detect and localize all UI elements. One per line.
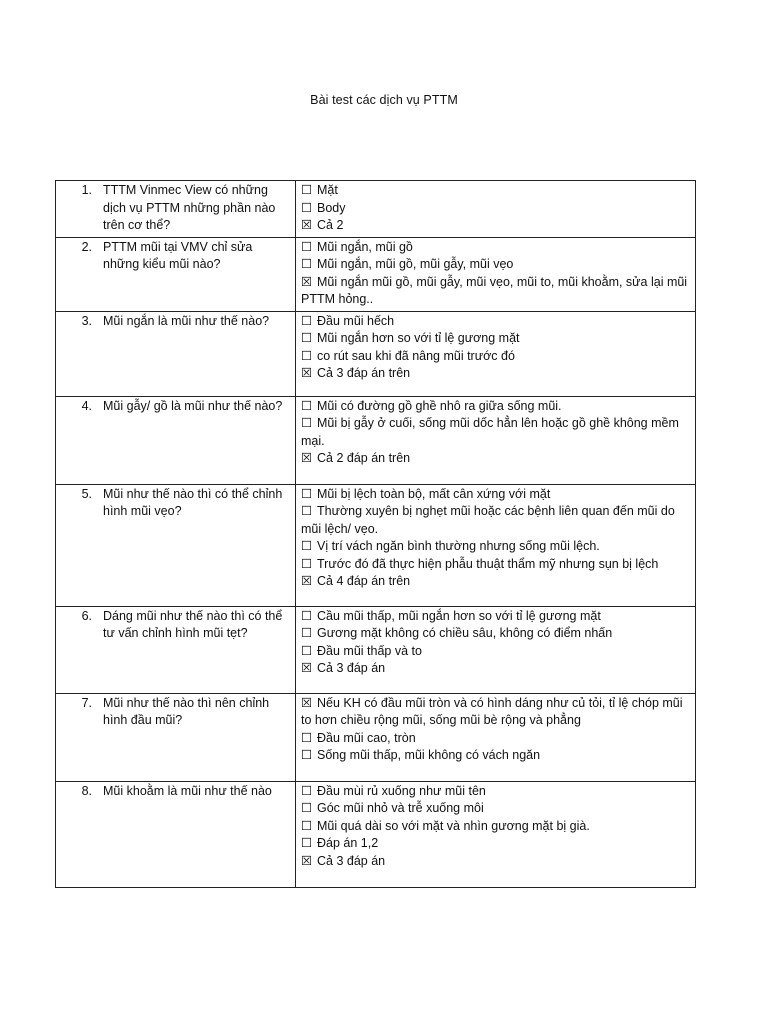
checked-checkbox-icon[interactable]: ☒ (301, 274, 313, 289)
question-text: PTTM mũi tại VMV chỉ sửa những kiểu mũi nào? (103, 239, 253, 271)
answer-option (301, 835, 690, 853)
question-cell (56, 484, 296, 606)
answer-option-text: Mặt (317, 183, 338, 197)
answer-option (301, 818, 690, 836)
question-text: Dáng mũi như thế nào thì có thể tư vấn chỉnh hình mũi tẹt? (103, 608, 283, 640)
question-cell (56, 311, 296, 396)
checkbox-icon[interactable]: ☐ (301, 626, 313, 640)
answer-option (301, 256, 690, 274)
checkbox-icon[interactable]: ☐ (301, 504, 313, 518)
checkbox-icon[interactable]: ☐ (301, 257, 313, 271)
answer-option-text: Cả 2 đáp án trên (317, 451, 411, 465)
answer-option-text: Mũi ngắn, mũi gồ, mũi gẫy, mũi vẹo (317, 257, 514, 271)
answer-option-text: Body (317, 200, 346, 215)
answer-option (301, 182, 690, 200)
checkbox-icon[interactable]: ☐ (301, 539, 313, 553)
answer-option-text: Mũi quá dài so với mặt và nhìn gương mặt bị già. (317, 818, 590, 833)
checkbox-icon[interactable]: ☐ (301, 398, 313, 413)
answer-option-text: Đầu mũi hếch (317, 313, 395, 328)
checkbox-icon[interactable]: ☐ (301, 608, 313, 623)
answer-option-text: Mũi bị lệch toàn bộ, mất cân xứng với mặt (317, 486, 551, 501)
answer-option (301, 239, 690, 257)
checkbox-icon[interactable]: ☐ (301, 416, 313, 430)
question-row (56, 484, 696, 606)
answer-option-text: co rút sau khi đã nâng mũi trước đó (317, 348, 515, 363)
answer-option-text: Mũi có đường gồ ghề nhô ra giữa sống mũi. (317, 398, 562, 413)
answer-option-text: Góc mũi nhỏ và trễ xuống môi (317, 801, 484, 815)
answer-option-text: Cả 2 (317, 218, 344, 232)
question-row (56, 693, 696, 781)
question-number: 3. (81, 313, 92, 328)
answer-option-text: Cầu mũi thấp, mũi ngắn hơn so với tỉ lệ gương mặt (317, 608, 601, 623)
answer-option (301, 274, 690, 309)
answer-cell (296, 311, 696, 396)
question-cell (56, 181, 296, 238)
answer-option-text: Đầu mũi thấp và to (317, 643, 422, 658)
answer-option-text: Cả 4 đáp án trên (317, 574, 411, 588)
answer-option (301, 450, 690, 468)
checked-checkbox-icon[interactable]: ☒ (301, 451, 313, 465)
answer-cell (296, 237, 696, 311)
question-row (56, 781, 696, 887)
question-row (56, 311, 696, 396)
answer-option (301, 365, 690, 383)
checkbox-icon[interactable]: ☐ (301, 556, 313, 571)
checkbox-icon[interactable]: ☐ (301, 643, 313, 658)
answer-option-text: Cả 3 đáp án (317, 853, 386, 868)
question-number: 8. (81, 783, 92, 798)
checkbox-icon[interactable]: ☐ (301, 183, 313, 197)
answer-cell (296, 606, 696, 693)
question-table (55, 180, 696, 888)
answer-option (301, 853, 690, 871)
checked-checkbox-icon[interactable]: ☒ (301, 853, 313, 868)
checkbox-icon[interactable]: ☐ (301, 486, 313, 501)
answer-option-text: Đáp án 1,2 (317, 836, 379, 850)
question-cell (56, 693, 296, 781)
answer-option (301, 625, 690, 643)
question-row (56, 396, 696, 484)
answer-option (301, 217, 690, 235)
checkbox-icon[interactable]: ☐ (301, 836, 313, 850)
question-cell (56, 781, 296, 887)
question-row (56, 606, 696, 693)
question-number: 1. (81, 183, 92, 197)
answer-cell (296, 693, 696, 781)
answer-option (301, 503, 690, 538)
question-text: Mũi ngắn là mũi như thế nào? (103, 313, 270, 328)
answer-option (301, 313, 690, 331)
answer-option (301, 556, 690, 574)
checked-checkbox-icon[interactable]: ☒ (301, 695, 313, 710)
question-number: 7. (81, 695, 92, 710)
answer-option (301, 695, 690, 730)
checkbox-icon[interactable]: ☐ (301, 818, 313, 833)
answer-option (301, 415, 690, 450)
answer-option-text: Mũi ngắn, mũi gồ (317, 239, 413, 254)
page-title: Bài test các dịch vụ PTTM (310, 93, 458, 107)
answer-option (301, 573, 690, 591)
answer-option-text: Trước đó đã thực hiện phẫu thuật thẩm mỹ nhưng sụn bị lệch (317, 556, 659, 571)
question-text: Mũi như thế nào thì nên chỉnh hình đầu mũi? (103, 695, 270, 727)
question-row (56, 181, 696, 238)
checkbox-icon[interactable]: ☐ (301, 783, 313, 798)
checkbox-icon[interactable]: ☐ (301, 348, 313, 363)
answer-option (301, 800, 690, 818)
answer-option-text: Cả 3 đáp án (317, 661, 386, 675)
answer-option (301, 486, 690, 504)
checkbox-icon[interactable]: ☐ (301, 200, 313, 215)
answer-option-text: Mũi ngắn hơn so với tỉ lệ gương mặt (317, 331, 520, 345)
answer-option (301, 730, 690, 748)
answer-option-text: Mũi ngắn mũi gồ, mũi gẫy, mũi vẹo, mũi to, mũi khoằm, sửa lại mũi PTTM hỏng.. (301, 274, 688, 306)
question-text: Mũi khoằm là mũi như thế nào (103, 783, 272, 798)
checkbox-icon[interactable]: ☐ (301, 313, 313, 328)
question-text: Mũi gẫy/ gồ là mũi như thế nào? (103, 398, 283, 413)
checkbox-icon[interactable]: ☐ (301, 730, 313, 745)
question-text: TTTM Vinmec View có những dịch vụ PTTM những phần nào trên cơ thể? (103, 183, 276, 232)
answer-option (301, 643, 690, 661)
checked-checkbox-icon[interactable]: ☒ (301, 574, 313, 588)
answer-option-text: Cả 3 đáp án trên (317, 366, 411, 380)
answer-option-text: Mũi bị gẫy ở cuối, sống mũi dốc hẳn lên hoặc gồ ghề không mềm mại. (301, 416, 679, 448)
checked-checkbox-icon[interactable]: ☒ (301, 661, 313, 675)
answer-option-text: Đầu mùi rủ xuống như mũi tên (317, 783, 486, 798)
question-cell (56, 606, 296, 693)
answer-option-text: Đầu mũi cao, tròn (317, 730, 416, 745)
answer-cell (296, 781, 696, 887)
answer-option-text: Thường xuyên bị nghẹt mũi hoặc các bệnh liên quan đến mũi do mũi lệch/ vẹo. (301, 504, 675, 536)
answer-option (301, 398, 690, 416)
question-cell (56, 237, 296, 311)
answer-option (301, 200, 690, 218)
answer-option-text: Nếu KH có đầu mũi tròn và có hình dáng như củ tỏi, tỉ lệ chóp mũi to hơn chiều rộng mũi, sống mũi bè rộng và phẳng (301, 695, 683, 727)
question-cell (56, 396, 296, 484)
answer-option-text: Vị trí vách ngăn bình thường nhưng sống mũi lệch. (317, 539, 600, 553)
checkbox-icon[interactable]: ☐ (301, 801, 313, 815)
answer-option (301, 608, 690, 626)
answer-cell (296, 396, 696, 484)
answer-option (301, 660, 690, 678)
question-number: 4. (81, 398, 92, 413)
question-row (56, 237, 696, 311)
answer-option-text: Gương mặt không có chiều sâu, không có điểm nhấn (317, 626, 613, 640)
answer-cell (296, 484, 696, 606)
checkbox-icon[interactable]: ☐ (301, 331, 313, 345)
answer-option (301, 330, 690, 348)
checked-checkbox-icon[interactable]: ☒ (301, 218, 313, 232)
answer-option (301, 538, 690, 556)
question-text: Mũi như thế nào thì có thể chỉnh hình mũi vẹo? (103, 486, 283, 518)
answer-option (301, 783, 690, 801)
answer-option (301, 747, 690, 765)
checked-checkbox-icon[interactable]: ☒ (301, 366, 313, 380)
checkbox-icon[interactable]: ☐ (301, 239, 313, 254)
question-number: 2. (81, 239, 92, 254)
answer-option-text: Sống mũi thấp, mũi không có vách ngăn (317, 748, 541, 762)
question-number: 6. (81, 608, 92, 623)
checkbox-icon[interactable]: ☐ (301, 748, 313, 762)
answer-cell (296, 181, 696, 238)
question-number: 5. (81, 486, 92, 501)
answer-option (301, 348, 690, 366)
